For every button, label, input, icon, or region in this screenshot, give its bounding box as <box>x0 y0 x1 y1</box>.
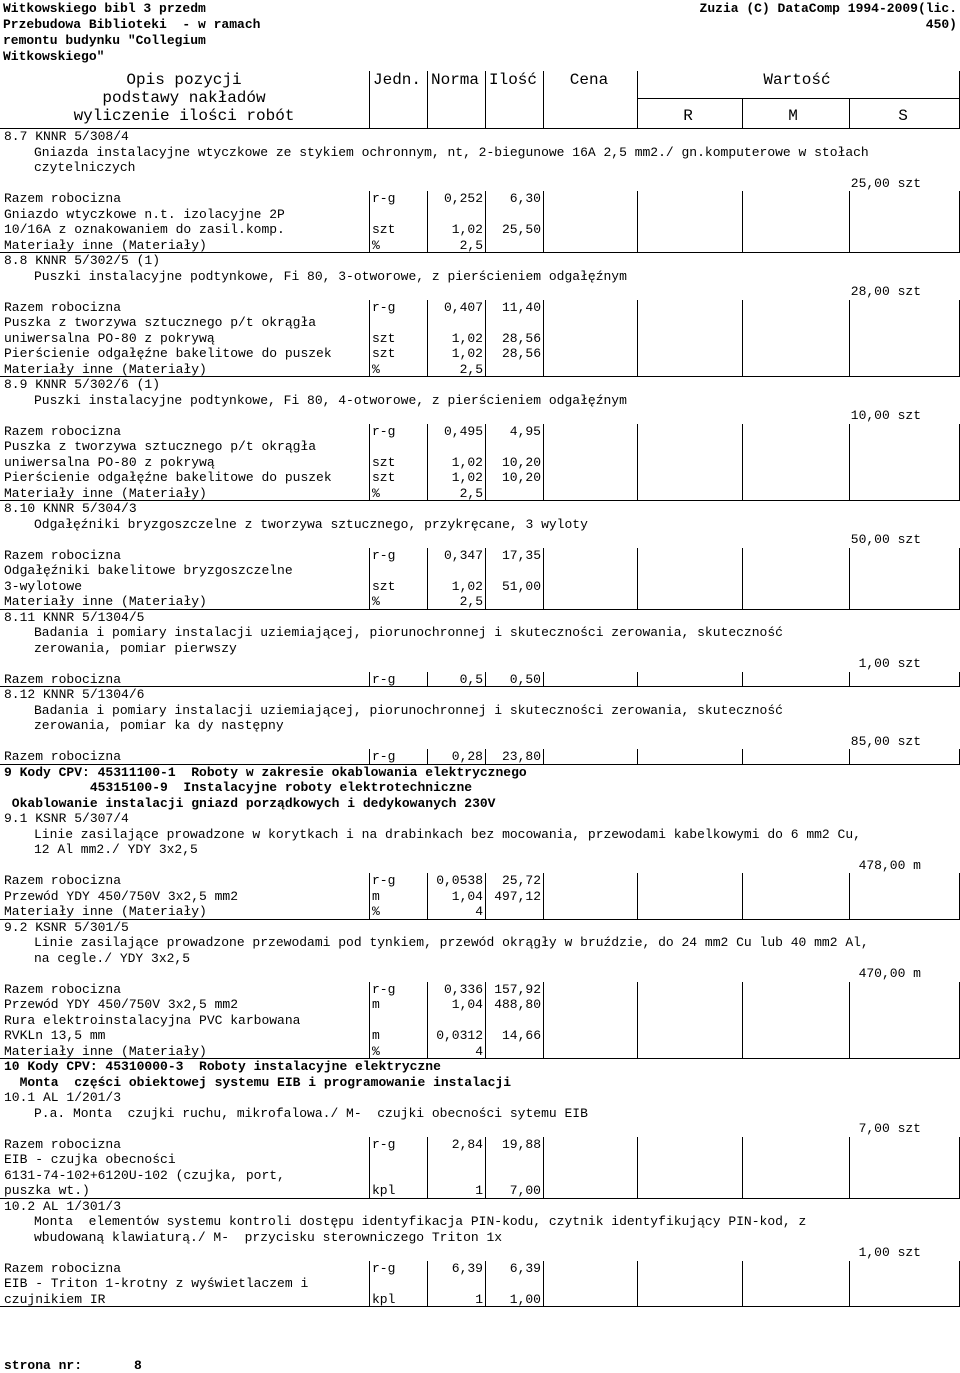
item-quantity: 470,00 m <box>858 966 921 981</box>
resource-name: czujnikiem IR <box>4 1291 106 1307</box>
item-code: 8.12 KNNR 5/1304/6 <box>4 687 145 702</box>
resource-price: 23,80 <box>501 749 541 764</box>
grid-line <box>543 300 544 378</box>
grid-line <box>369 191 370 253</box>
grid-line <box>369 300 370 378</box>
grid-line <box>849 548 850 610</box>
colsep-2 <box>427 71 428 128</box>
grid-line <box>849 1261 850 1308</box>
column-header-jedn: Jedn. <box>373 71 422 89</box>
resource-unit: r-g <box>372 191 396 206</box>
resource-price: 25,72 <box>501 873 541 888</box>
grid-line <box>637 1261 638 1308</box>
item-code: 8.8 KNNR 5/302/5 (1) <box>4 253 161 268</box>
grid-line <box>369 672 370 688</box>
resource-name: Razem robocizna <box>4 981 122 997</box>
grid-line <box>849 300 850 378</box>
resource-price: 6,39 <box>509 1260 541 1276</box>
resource-name: Materiały inne (Materiały) <box>4 237 207 253</box>
row-separator <box>0 500 960 501</box>
grid-line <box>369 1261 370 1308</box>
resource-price: 488,80 <box>494 997 541 1012</box>
grid-line <box>742 749 743 765</box>
resource-unit: r-g <box>372 1260 396 1276</box>
resource-price: 6,30 <box>509 191 541 206</box>
resource-price: 51,00 <box>501 578 541 594</box>
resource-name: Razem robocizna <box>4 1136 122 1152</box>
resource-name: Odgałęźniki bakelitowe bryzgoszczelne <box>4 563 293 578</box>
grid-line <box>369 548 370 610</box>
resource-norm: 1,02 <box>451 470 483 485</box>
resource-name: Razem robocizna <box>4 1260 122 1276</box>
grid-line <box>543 191 544 253</box>
colsep-m-s <box>849 99 850 128</box>
resource-unit: r-g <box>372 873 396 888</box>
resource-unit: % <box>372 361 380 377</box>
resource-unit: r-g <box>372 671 396 687</box>
grid-line <box>637 300 638 378</box>
row-separator <box>0 1306 960 1307</box>
item-description: wbudowaną klawiaturą./ M- przycisku sterowniczego Triton 1x <box>34 1229 503 1245</box>
resource-name: Razem robocizna <box>4 191 122 206</box>
column-header-norma: Norma <box>431 71 480 89</box>
row-separator <box>0 1198 960 1199</box>
grid-line <box>637 424 638 502</box>
grid-line <box>637 672 638 688</box>
item-code: 8.11 KNNR 5/1304/5 <box>4 609 145 625</box>
item-description: Badania i pomiary instalacji uziemiającej, piorunochronnej i skuteczności zerowania, skuteczność <box>34 702 783 718</box>
item-description: Linie zasilające prowadzone przewodami pod tynkiem, przewód okrągły w bruździe, do 24 mm2 Cu lub 40 mm2 Al, <box>34 935 869 950</box>
resource-norm: 0,252 <box>443 191 483 206</box>
item-description: Puszki instalacyjne podtynkowe, Fi 80, 4-otworowe, z pierścieniem odgałęźnym <box>34 392 627 408</box>
header-title-line: Witkowskiego" <box>3 49 105 64</box>
resource-unit: szt <box>372 222 396 237</box>
resource-norm: 0,495 <box>443 423 483 439</box>
column-header-cena: Cena <box>569 71 609 89</box>
grid-line <box>369 1137 370 1199</box>
resource-unit: kpl <box>372 1291 396 1307</box>
resource-norm: 1,02 <box>451 346 483 361</box>
resource-unit: m <box>372 997 380 1012</box>
grid-line <box>849 191 850 253</box>
grid-line <box>427 982 428 1060</box>
resource-unit: % <box>372 904 380 919</box>
grid-line <box>543 1137 544 1199</box>
colsep-4 <box>543 71 544 128</box>
footer-page-label: strona nr: <box>4 1358 83 1373</box>
grid-line <box>485 424 486 502</box>
resource-name: Pierścienie odgałęźne bakelitowe do puszek <box>4 346 332 361</box>
resource-norm: 2,5 <box>459 237 483 253</box>
column-header-opis: podstawy nakładów <box>102 89 266 107</box>
section-heading: Okablowanie instalacji gniazd porządkowych i dedykowanych 230V <box>4 795 496 811</box>
grid-line <box>427 424 428 502</box>
grid-line <box>485 672 486 688</box>
grid-line <box>637 1137 638 1199</box>
resource-name: Razem robocizna <box>4 547 122 563</box>
header-bottom-line <box>0 128 960 129</box>
resource-price: 14,66 <box>501 1028 541 1043</box>
item-code: 8.10 KNNR 5/304/3 <box>4 501 137 516</box>
item-code: 10.1 AL 1/201/3 <box>4 1090 122 1105</box>
column-header-s: S <box>898 107 908 125</box>
resource-unit: m <box>372 888 380 904</box>
item-quantity: 7,00 szt <box>858 1121 921 1136</box>
resource-unit: szt <box>372 330 396 346</box>
resource-name: EIB - Triton 1-krotny z wyświetlaczem i <box>4 1276 309 1291</box>
resource-unit: r-g <box>372 1136 396 1152</box>
colsep-3 <box>485 71 486 128</box>
grid-line <box>485 300 486 378</box>
resource-name: Pierścienie odgałęźne bakelitowe do puszek <box>4 470 332 485</box>
grid-line <box>485 1137 486 1199</box>
grid-line <box>543 749 544 765</box>
resource-name: uniwersalna PO-80 z pokrywą <box>4 454 215 470</box>
resource-price: 19,88 <box>501 1136 541 1152</box>
resource-price: 25,50 <box>501 222 541 237</box>
resource-price: 10,20 <box>501 454 541 470</box>
colsep-1 <box>369 71 370 128</box>
grid-line <box>849 749 850 765</box>
resource-name: Razem robocizna <box>4 749 122 764</box>
grid-line <box>849 1137 850 1199</box>
item-quantity: 28,00 szt <box>850 284 921 299</box>
resource-price: 10,20 <box>501 470 541 485</box>
resource-norm: 0,336 <box>443 981 483 997</box>
resource-price: 11,40 <box>501 299 541 315</box>
resource-norm: 1,02 <box>451 578 483 594</box>
resource-unit: kpl <box>372 1183 396 1198</box>
section-heading: 9 Kody CPV: 45311100-1 Roboty w zakresie okablowania elektrycznego <box>4 764 527 780</box>
resource-norm: 2,5 <box>459 361 483 377</box>
grid-line <box>637 873 638 920</box>
item-description: Linie zasilające prowadzone w korytkach i na drabinkach bez mocowania, przewodami kabelkowymi do 6 mm2 Cu, <box>34 826 861 842</box>
grid-line <box>637 749 638 765</box>
resource-unit: % <box>372 594 380 609</box>
column-header-opis: wyliczenie ilości robót <box>73 107 295 125</box>
resource-price: 7,00 <box>509 1183 541 1198</box>
resource-name: 10/16A z oznakowaniem do zasil.komp. <box>4 222 285 237</box>
item-code: 8.9 KNNR 5/302/6 (1) <box>4 377 161 392</box>
resource-norm: 1,02 <box>451 454 483 470</box>
grid-line <box>427 873 428 920</box>
resource-name: Rura elektroinstalacyjna PVC karbowana <box>4 1012 301 1028</box>
resource-name: Materiały inne (Materiały) <box>4 594 207 609</box>
item-quantity: 50,00 szt <box>850 532 921 547</box>
resource-name: Materiały inne (Materiały) <box>4 485 207 501</box>
grid-line <box>369 982 370 1060</box>
grid-line <box>485 191 486 253</box>
footer-page-number: 8 <box>134 1358 142 1373</box>
header-software-line: 450) <box>925 17 957 32</box>
resource-name: RVKLn 13,5 mm <box>4 1028 106 1043</box>
resource-name: Materiały inne (Materiały) <box>4 361 207 377</box>
grid-line <box>427 672 428 688</box>
column-header-r: R <box>683 107 693 125</box>
item-code: 10.2 AL 1/301/3 <box>4 1198 122 1214</box>
resource-norm: 0,407 <box>443 299 483 315</box>
grid-line <box>742 1137 743 1199</box>
resource-name: Razem robocizna <box>4 671 122 687</box>
grid-line <box>427 1137 428 1199</box>
item-description: czytelniczych <box>34 160 136 175</box>
resource-unit: r-g <box>372 423 396 439</box>
resource-norm: 1,04 <box>451 888 483 904</box>
item-description: Gniazda instalacyjne wtyczkowe ze stykiem ochronnym, nt, 2-biegunowe 16A 2,5 mm2./ gn.komputerowe w stołach <box>34 144 869 160</box>
resource-unit: m <box>372 1028 380 1043</box>
resource-name: Przewód YDY 450/750V 3x2,5 mm2 <box>4 997 239 1012</box>
grid-line <box>485 1261 486 1308</box>
section-heading: 45315100-9 Instalacyjne roboty elektrotechniczne <box>4 780 473 795</box>
resource-norm: 0,5 <box>459 671 483 687</box>
grid-line <box>742 672 743 688</box>
grid-line <box>427 749 428 765</box>
resource-name: Przewód YDY 450/750V 3x2,5 mm2 <box>4 888 239 904</box>
resource-name: Materiały inne (Materiały) <box>4 1043 207 1059</box>
resource-norm: 1 <box>475 1183 483 1198</box>
grid-line <box>543 424 544 502</box>
grid-line <box>427 548 428 610</box>
header-software-line: Zuzia (C) DataComp 1994-2009(lic. <box>699 1 957 16</box>
resource-unit: % <box>372 1043 380 1059</box>
resource-price: 28,56 <box>501 346 541 361</box>
grid-line <box>742 982 743 1060</box>
resource-name: 3-wylotowe <box>4 578 83 594</box>
grid-line <box>543 548 544 610</box>
item-quantity: 85,00 szt <box>850 733 921 749</box>
grid-line <box>543 672 544 688</box>
grid-line <box>485 749 486 765</box>
resource-price: 1,00 <box>509 1291 541 1307</box>
item-quantity: 478,00 m <box>858 857 921 873</box>
resource-norm: 1,04 <box>451 997 483 1012</box>
colsep-5 <box>637 71 638 128</box>
item-code: 8.7 KNNR 5/308/4 <box>4 129 129 144</box>
colsep-r-m <box>742 99 743 128</box>
resource-norm: 2,84 <box>451 1136 483 1152</box>
grid-line <box>427 1261 428 1308</box>
item-description: 12 Al mm2./ YDY 3x2,5 <box>34 842 198 857</box>
resource-name: 6131-74-102+6120U-102 (czujka, port, <box>4 1167 285 1183</box>
header-title-line: remontu budynku "Collegium <box>3 33 206 48</box>
resource-unit: r-g <box>372 299 396 315</box>
resource-unit: % <box>372 485 380 501</box>
item-description: Odgałęźniki bryzgoszczelne z tworzywa sztucznego, przykręcane, 3 wyloty <box>34 516 588 532</box>
grid-line <box>637 982 638 1060</box>
section-heading: Monta części obiektowej systemu EIB i programowanie instalacji <box>4 1074 512 1090</box>
resource-norm: 0,28 <box>451 749 483 764</box>
grid-line <box>849 672 850 688</box>
resource-unit: szt <box>372 470 396 485</box>
resource-unit: szt <box>372 454 396 470</box>
resource-norm: 0,347 <box>443 547 483 563</box>
resource-unit: r-g <box>372 981 396 997</box>
item-quantity: 1,00 szt <box>858 656 921 671</box>
resource-name: Razem robocizna <box>4 299 122 315</box>
resource-name: Razem robocizna <box>4 423 122 439</box>
grid-line <box>742 424 743 502</box>
resource-norm: 0,0538 <box>436 873 483 888</box>
resource-norm: 1 <box>475 1291 483 1307</box>
grid-line <box>543 982 544 1060</box>
item-description: na cegle./ YDY 3x2,5 <box>34 950 191 966</box>
resource-name: puszka wt.) <box>4 1183 90 1198</box>
grid-line <box>369 424 370 502</box>
item-description: Badania i pomiary instalacji uziemiającej, piorunochronnej i skuteczności zerowania, skuteczność <box>34 625 783 640</box>
grid-line <box>485 873 486 920</box>
grid-line <box>742 300 743 378</box>
resource-name: Razem robocizna <box>4 873 122 888</box>
resource-price: 4,95 <box>509 423 541 439</box>
grid-line <box>427 191 428 253</box>
resource-name: EIB - czujka obecności <box>4 1152 176 1167</box>
item-description: zerowania, pomiar pierwszy <box>34 640 237 656</box>
item-quantity: 10,00 szt <box>850 408 921 423</box>
resource-norm: 1,02 <box>451 222 483 237</box>
column-header-opis: Opis pozycji <box>126 71 242 89</box>
item-quantity: 25,00 szt <box>850 175 921 191</box>
header-title-line: Przebudowa Biblioteki - w ramach <box>3 17 261 32</box>
resource-norm: 4 <box>475 1043 483 1059</box>
resource-price: 28,56 <box>501 330 541 346</box>
item-quantity: 1,00 szt <box>858 1245 921 1260</box>
resource-name: uniwersalna PO-80 z pokrywą <box>4 330 215 346</box>
grid-line <box>427 300 428 378</box>
grid-line <box>849 424 850 502</box>
resource-price: 157,92 <box>494 981 541 997</box>
item-code: 9.2 KSNR 5/301/5 <box>4 919 129 935</box>
section-heading: 10 Kody CPV: 45310000-3 Roboty instalacyjne elektryczne <box>4 1059 441 1074</box>
item-description: zerowania, pomiar ka dy następny <box>34 718 284 733</box>
grid-line <box>742 1261 743 1308</box>
item-code: 9.1 KSNR 5/307/4 <box>4 811 129 826</box>
resource-unit: szt <box>372 578 396 594</box>
resource-name: Gniazdo wtyczkowe n.t. izolacyjne 2P <box>4 206 285 222</box>
resource-price: 17,35 <box>501 547 541 563</box>
grid-line <box>742 873 743 920</box>
column-header-wartosc: Wartość <box>763 71 831 89</box>
grid-line <box>369 873 370 920</box>
grid-line <box>637 191 638 253</box>
grid-line <box>543 1261 544 1308</box>
resource-name: Puszka z tworzywa sztucznego p/t okrągła <box>4 315 317 330</box>
column-header-ilosc: Ilość <box>489 71 538 89</box>
grid-line <box>742 548 743 610</box>
resource-price: 0,50 <box>509 671 541 687</box>
row-separator <box>0 919 960 920</box>
resource-norm: 2,5 <box>459 594 483 609</box>
grid-line <box>485 982 486 1060</box>
resource-norm: 6,39 <box>451 1260 483 1276</box>
resource-name: Puszka z tworzywa sztucznego p/t okrągła <box>4 439 317 454</box>
resource-price: 497,12 <box>494 888 541 904</box>
resource-unit: r-g <box>372 749 396 764</box>
column-header-m: M <box>788 107 798 125</box>
grid-line <box>849 873 850 920</box>
item-description: Monta elementów systemu kontroli dostępu identyfikacja PIN-kodu, czytnik identyfikujący PIN-kod, z <box>34 1214 807 1229</box>
header-line-wartosc <box>637 98 959 99</box>
resource-norm: 2,5 <box>459 485 483 501</box>
grid-line <box>485 548 486 610</box>
resource-unit: % <box>372 237 380 253</box>
grid-line <box>637 548 638 610</box>
grid-line <box>849 982 850 1060</box>
grid-line <box>543 873 544 920</box>
resource-name: Materiały inne (Materiały) <box>4 904 207 919</box>
grid-line <box>742 191 743 253</box>
resource-norm: 4 <box>475 904 483 919</box>
resource-norm: 0,0312 <box>436 1028 483 1043</box>
grid-line <box>369 749 370 765</box>
resource-norm: 1,02 <box>451 330 483 346</box>
item-description: Puszki instalacyjne podtynkowe, Fi 80, 3-otworowe, z pierścieniem odgałęźnym <box>34 268 627 284</box>
resource-unit: szt <box>372 346 396 361</box>
item-description: P.a. Monta czujki ruchu, mikrofalowa./ M- czujki obecności sytemu EIB <box>34 1105 588 1121</box>
resource-unit: r-g <box>372 547 396 563</box>
header-title-line: Witkowskiego bibl 3 przedm <box>3 1 206 16</box>
